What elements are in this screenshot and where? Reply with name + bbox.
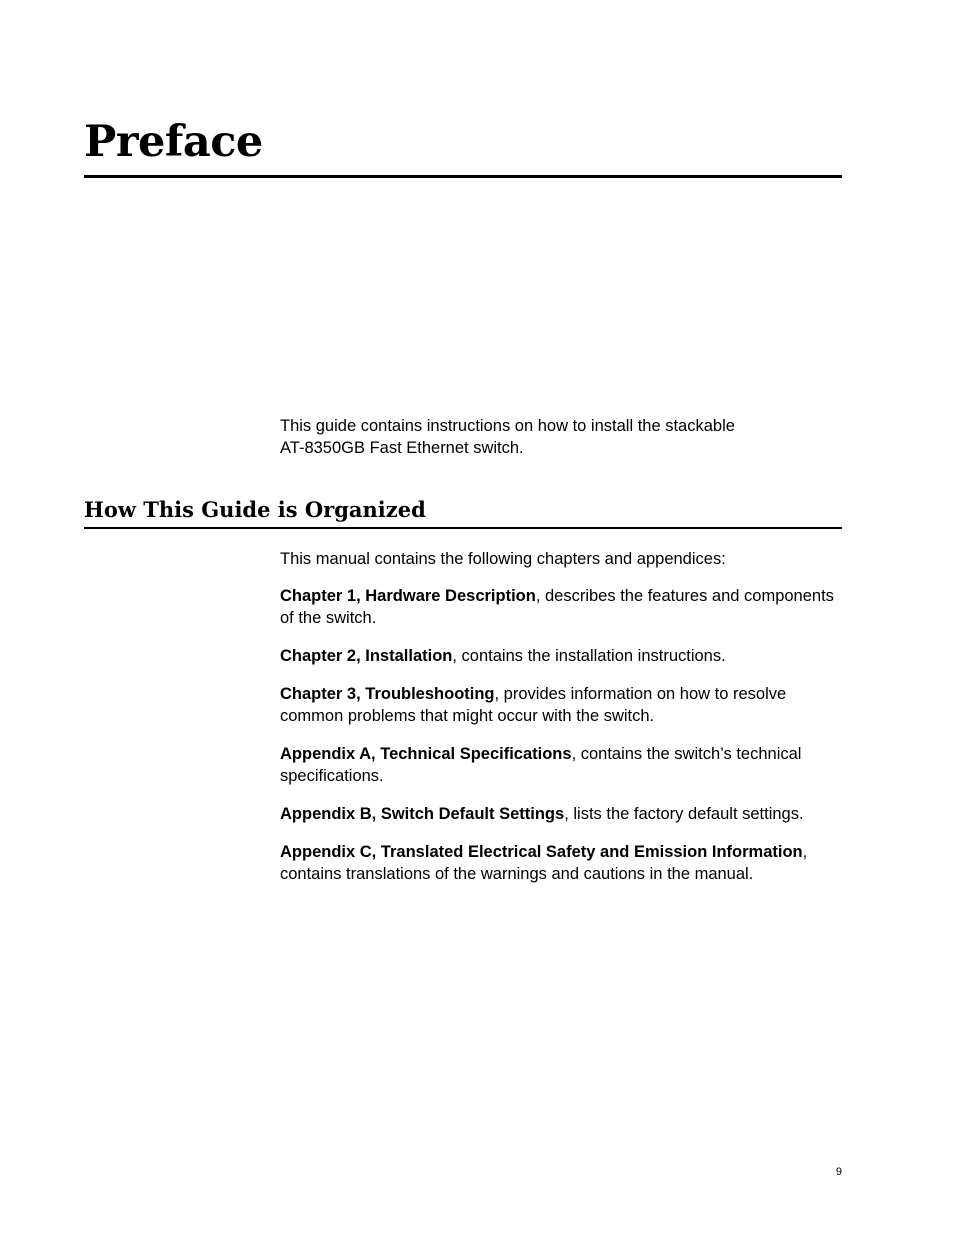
list-item-appendix-a [280,743,840,787]
page-title: Preface [84,117,263,167]
section-rule [84,527,842,529]
list-item-chapter-1 [280,585,840,629]
item-description: , provides information on how to resolve common problems that might occur with the switch. [280,685,787,725]
item-description: , contains the installation instructions. [452,647,726,665]
item-description: , describes the features and components of the switch. [280,587,834,627]
item-title: Appendix C, Translated Electrical Safety and Emission Information [280,843,803,861]
section-lead: This manual contains the following chapters and appendices: [280,550,726,568]
item-title: Chapter 2, Installation [280,647,453,665]
item-description: , contains the switch’s technical specifications. [280,745,802,785]
list-item-appendix-c [280,841,840,885]
item-description: , contains translations of the warnings and cautions in the manual. [280,843,808,883]
item-title: Chapter 3, Troubleshooting [280,685,495,703]
list-item-chapter-2 [280,645,840,667]
list-item-appendix-b [280,803,840,825]
item-title: Chapter 1, Hardware Description [280,587,536,605]
section-content [280,548,840,901]
section-title: How This Guide is Organized [84,497,426,522]
title-rule [84,175,842,178]
intro-paragraph [280,415,840,459]
item-title: Appendix A, Technical Specifications [280,745,572,763]
list-item-chapter-3 [280,683,840,727]
item-description: , lists the factory default settings. [564,805,804,823]
intro-line-2: AT-8350GB Fast Ethernet switch. [280,439,524,457]
item-title: Appendix B, Switch Default Settings [280,805,565,823]
page-number: 9 [835,1166,842,1178]
intro-line-1: This guide contains instructions on how to install the stackable [280,417,735,435]
